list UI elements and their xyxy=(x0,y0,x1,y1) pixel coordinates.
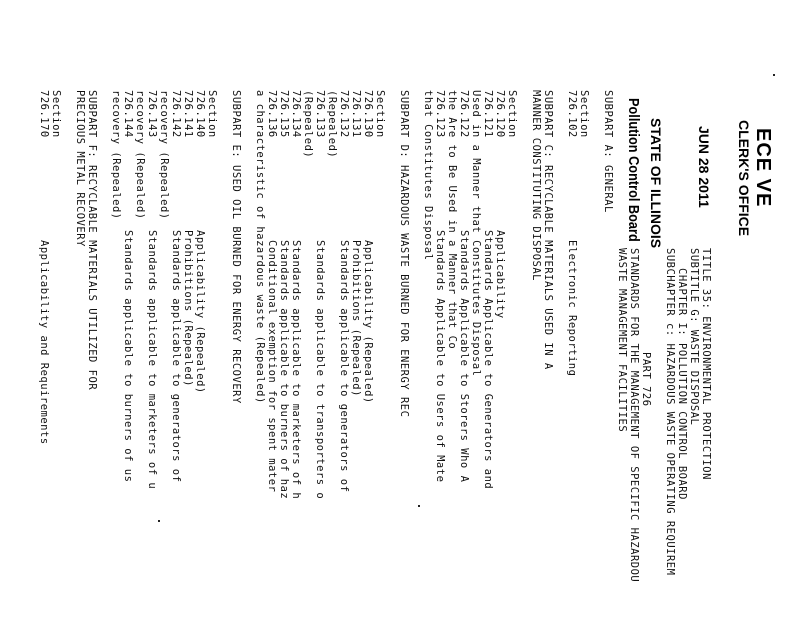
section-continuation: a characteristic of hazardous waste (Repealed) xyxy=(254,90,266,404)
part-heading-1: STANDARDS FOR THE MANAGEMENT OF SPECIFIC HAZARDOU xyxy=(628,248,640,583)
section-number: 726.141 xyxy=(182,90,194,138)
stamp-state: STATE OF ILLINOIS xyxy=(648,118,664,249)
section-number: 726.130 xyxy=(362,90,374,138)
section-title: Standards applicable to burners of us xyxy=(122,230,134,483)
section-number: 726.120 xyxy=(494,90,506,138)
stamp-board: Pollution Control Board xyxy=(625,98,642,242)
section-title: Standards Applicable to Generators and xyxy=(482,230,494,490)
section-continuation: (Repealed) xyxy=(302,90,314,159)
title-line: TITLE 35: ENVIRONMENTAL PROTECTION xyxy=(700,248,712,480)
subpart-a-heading: SUBPART A: GENERAL xyxy=(602,90,614,213)
section-title: Prohibitions (Repealed) xyxy=(182,230,194,387)
section-title: Standards applicable to burners of haz xyxy=(278,240,290,500)
section-title: Standards applicable to generators of xyxy=(170,230,182,483)
stamp-received: ECE VE xyxy=(752,128,774,208)
section-number: 726.143 xyxy=(146,90,158,138)
part-label: PART 726 xyxy=(640,352,652,407)
section-label: Section xyxy=(50,90,62,138)
scan-speck xyxy=(418,505,420,507)
section-label: Section xyxy=(506,90,518,138)
section-title: Prohibitions (Repealed) xyxy=(350,240,362,397)
subpart-d-heading: SUBPART D: HAZARDOUS WASTE BURNED FOR ENERGY REC xyxy=(398,90,410,418)
section-title: Applicability xyxy=(494,230,506,319)
subpart-e-heading: SUBPART E: USED OIL BURNED FOR ENERGY RECOVERY xyxy=(230,90,242,404)
section-title: Standards applicable to marketers of u xyxy=(146,230,158,490)
section-number: 726.134 xyxy=(290,90,302,138)
scan-speck xyxy=(158,520,160,522)
section-continuation: that Constitutes Disposal xyxy=(422,90,434,261)
section-continuation: recovery (Repealed) xyxy=(110,90,122,220)
section-number: 726.102 xyxy=(566,90,578,138)
section-title: Standards applicable to transporters o xyxy=(314,240,326,500)
section-continuation: recovery (Repealed) xyxy=(134,90,146,220)
section-label: Section xyxy=(374,90,386,138)
subpart-c-heading: SUBPART C: RECYCLABLE MATERIALS USED IN A xyxy=(542,90,554,370)
section-number: 726.133 xyxy=(314,90,326,138)
section-title: Standards applicable to generators of xyxy=(338,240,350,493)
section-number: 726.136 xyxy=(266,90,278,138)
section-label: Section xyxy=(206,90,218,138)
section-title: Standards Applicable to Storers Who A xyxy=(458,230,470,483)
section-number: 726.144 xyxy=(122,90,134,138)
subchapter-c: SUBCHAPTER c: HAZARDOUS WASTE OPERATING REQUIREM xyxy=(664,248,676,576)
section-title: Applicability (Repealed) xyxy=(362,240,374,404)
subpart-f-heading-2: PRECIOUS METAL RECOVERY xyxy=(74,90,86,247)
chapter-i: CHAPTER I: POLLUTION CONTROL BOARD xyxy=(676,268,688,500)
section-number: 726.131 xyxy=(350,90,362,138)
section-number: 726.170 xyxy=(38,90,50,138)
stamp-date: JUN 28 2011 xyxy=(696,126,712,208)
section-continuation: Used in a Manner that Constitutes Disposal xyxy=(470,90,482,377)
section-number: 726.132 xyxy=(338,90,350,138)
scan-speck xyxy=(773,74,775,76)
section-continuation: (Repealed) xyxy=(326,90,338,159)
section-title: Standards Applicable to Users of Mate xyxy=(434,230,446,483)
section-title: Standards applicable to marketers of h xyxy=(290,240,302,500)
subpart-f-heading: SUBPART F: RECYCLABLE MATERIALS UTILIZED FOR xyxy=(86,90,98,391)
section-number: 726.135 xyxy=(278,90,290,138)
section-title: Conditional exemption for spent mater xyxy=(266,240,278,493)
section-title: Applicability and Requirements xyxy=(38,240,50,445)
subpart-c-heading-2: MANNER CONSTITUTING DISPOSAL xyxy=(530,90,542,282)
section-number: 726.123 xyxy=(434,90,446,138)
section-number: 726.121 xyxy=(482,90,494,138)
stamp-office: CLERK'S OFFICE xyxy=(736,120,752,237)
part-heading-2: WASTE MANAGEMENT FACILITIES xyxy=(616,248,628,433)
subtitle-g: SUBTITLE G: WASTE DISPOSAL xyxy=(688,248,700,426)
section-number: 726.140 xyxy=(194,90,206,138)
section-continuation: recovery (Repealed) xyxy=(158,90,170,220)
section-title: Electronic Reporting xyxy=(566,240,578,377)
section-number: 726.142 xyxy=(170,90,182,138)
section-continuation: the Are to Be Used in a Manner that Co xyxy=(446,90,458,350)
section-label: Section xyxy=(578,90,590,138)
section-title: Applicability (Repealed) xyxy=(194,230,206,394)
section-number: 726.122 xyxy=(458,90,470,138)
